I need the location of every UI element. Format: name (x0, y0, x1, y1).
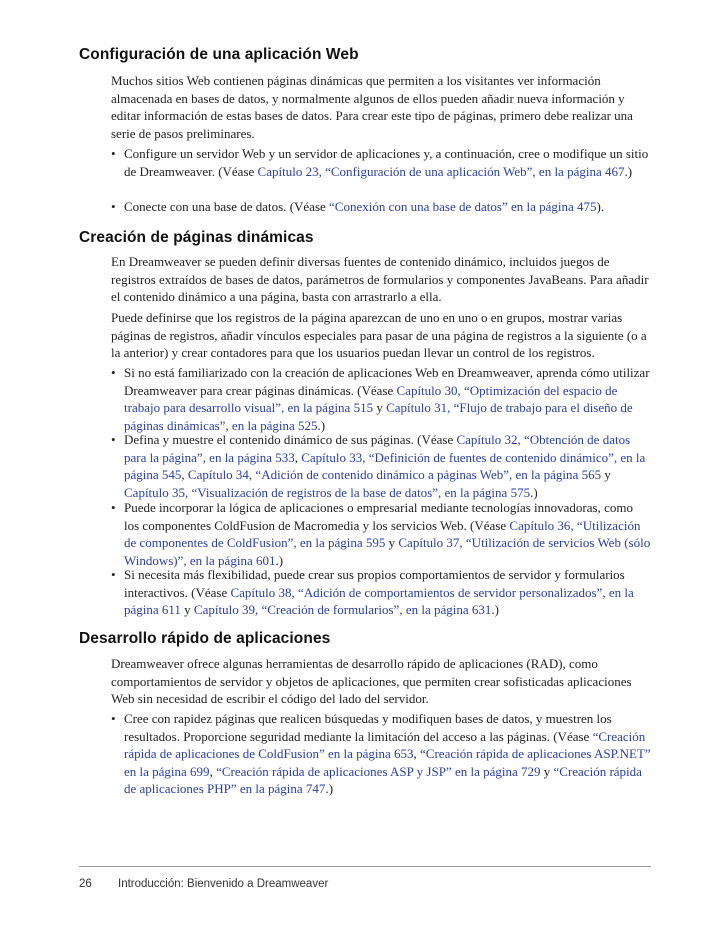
section-paragraph: Dreamweaver ofrece algunas herramientas de desarrollo rápido de aplicaciones (RAD), como comportamientos de servidor y objetos de aplicaciones, que permiten crear sofisticadas aplicaciones Web sin necesidad de escribir el código del lado del servidor. (111, 656, 632, 706)
list-item: • Si necesita más flexibilidad, puede crear sus propios comportamientos de servidor y formularios interactivos. (Véase Capítulo 38, “Adición de comportamientos de servidor personalizados”, en la página 611 y Capítulo 39, “Creación de formularios”, en la página 631.) (111, 567, 634, 617)
bullet-icon: • (111, 567, 116, 582)
section-paragraph: Puede definirse que los registros de la página aparezcan de uno en uno o en grupos, mostrar varias páginas de registros, añadir vínculos especiales para pasar de una página de registros a la siguiente (o a la anterior) y crear contadores para que los usuarios puedan llevar un control de los registros. (111, 310, 647, 360)
section-heading-web-app: Configuración de una aplicación Web (79, 46, 359, 63)
cross-reference-link[interactable]: “Creación rápida de aplicaciones ASP y JSP” en la página 729 (216, 763, 541, 779)
cross-reference-link[interactable]: Capítulo 37, “Utilización de servicios Web (sólo Windows)”, en la página 601 (124, 535, 651, 568)
cross-reference-link[interactable]: Capítulo 33, “Definición de fuentes de contenido dinámico”, en la página 545 (124, 449, 646, 482)
cross-reference-link[interactable]: “Creación rápida de aplicaciones PHP” en la página 747 (124, 763, 642, 796)
list-item: • Si no está familiarizado con la creación de aplicaciones Web en Dreamweaver, aprenda cómo utilizar Dreamweaver para crear páginas dinámicas. (Véase Capítulo 30, “Optimización del espacio de trabajo para desarrollo visual”, en la página 515 y Capítulo 31, “Flujo de trabajo para el diseño de páginas dinámicas”, en la página 525.) (111, 365, 650, 433)
section-heading-dynamic-pages: Creación de páginas dinámicas (79, 229, 314, 246)
section-paragraph: En Dreamweaver se pueden definir diversas fuentes de contenido dinámico, incluidos juegos de registros extraídos de bases de datos, parámetros de formularios y componentes JavaBeans. Para añadir el contenido dinámico a una página, basta con arrastrarlo a ella. (111, 254, 649, 304)
list-item: • Conecte con una base de datos. (Véase “Conexión con una base de datos” en la página 475). (111, 199, 605, 214)
bullet-icon: • (111, 500, 116, 515)
bullet-icon: • (111, 711, 116, 726)
section-paragraph: Muchos sitios Web contienen páginas dinámicas que permiten a los visitantes ver información almacenada en bases de datos, y normalmente algunos de ellos pueden añadir nueva información y editar información de estas bases de datos. Para crear este tipo de páginas, primero debe realizar una serie de pasos preliminares. (111, 73, 633, 141)
page-number: 26 (79, 878, 92, 890)
cross-reference-link[interactable]: Capítulo 30, “Optimización del espacio de trabajo para desarrollo visual”, en la página 515 (124, 382, 618, 415)
chapter-title: Introducción: Bienvenido a Dreamweaver (118, 878, 329, 890)
cross-reference-link[interactable]: Capítulo 34, “Adición de contenido dinámico a páginas Web”, en la página 565 (187, 467, 602, 482)
list-item: • Defina y muestre el contenido dinámico de sus páginas. (Véase Capítulo 32, “Obtención de datos para la página”, en la página 533, Capítulo 33, “Definición de fuentes de contenido dinámico”, en la página 545, Capítulo 34, “Adición de contenido dinámico a páginas Web”, en la página 565 y Capítulo 35, “Visualización de registros de la base de datos”, en la página 575.) (111, 432, 646, 500)
bullet-icon: • (111, 432, 116, 447)
cross-reference-link[interactable]: “Creación rápida de aplicaciones de ColdFusion” en la página 653 (124, 728, 646, 761)
cross-reference-link[interactable]: Capítulo 32, “Obtención de datos para la página”, en la página 533 (124, 432, 631, 465)
cross-reference-link[interactable]: Capítulo 36, “Utilización de componentes de ColdFusion”, en la página 595 (124, 517, 641, 550)
cross-reference-link[interactable]: Capítulo 23, “Configuración de una aplicación Web”, en la página 467 (257, 163, 625, 179)
cross-reference-link[interactable]: “Conexión con una base de datos” en la página 475 (329, 199, 597, 214)
cross-reference-link[interactable]: Capítulo 31, “Flujo de trabajo para el diseño de páginas dinámicas”, en la página 525 (124, 400, 633, 433)
list-item: • Configure un servidor Web y un servidor de aplicaciones y, a continuación, cree o modifique un sitio de Dreamweaver. (Véase Capítulo 23, “Configuración de una aplicación Web”, en la página 467.) (111, 146, 649, 179)
section-heading-rad: Desarrollo rápido de aplicaciones (79, 630, 331, 647)
bullet-icon: • (111, 199, 116, 214)
cross-reference-link[interactable]: Capítulo 38, “Adición de comportamientos de servidor personalizados”, en la página 611 (124, 584, 634, 617)
cross-reference-link[interactable]: Capítulo 39, “Creación de formularios”, en la página 631 (193, 602, 492, 617)
list-item: • Puede incorporar la lógica de aplicaciones o empresarial mediante tecnologías innovadoras, como los componentes ColdFusion de Macromedia y los servicios Web. (Véase Capítulo 36, “Utilización de componentes de ColdFusion”, en la página 595 y Capítulo 37, “Utilización de servicios Web (sólo Windows)”, en la página 601.) (111, 500, 651, 568)
list-item: • Cree con rapidez páginas que realicen búsquedas y modifiquen bases de datos, y muestren los resultados. Proporcione seguridad mediante la limitación del acceso a las páginas. (Véase “Creación rápida de aplicaciones de ColdFusion” en la página 653, “Creación rápida de aplicaciones ASP.NET” en la página 699, “Creación rápida de aplicaciones ASP y JSP” en la página 729 y “Creación rápida de aplicaciones PHP” en la página 747.) (111, 711, 651, 796)
bullet-icon: • (111, 365, 116, 380)
cross-reference-link[interactable]: Capítulo 35, “Visualización de registros de la base de datos”, en la página 575 (124, 484, 531, 500)
bullet-icon: • (111, 146, 116, 161)
cross-reference-link[interactable]: “Creación rápida de aplicaciones ASP.NET” en la página 699 (124, 746, 651, 779)
footer-divider (79, 866, 651, 867)
